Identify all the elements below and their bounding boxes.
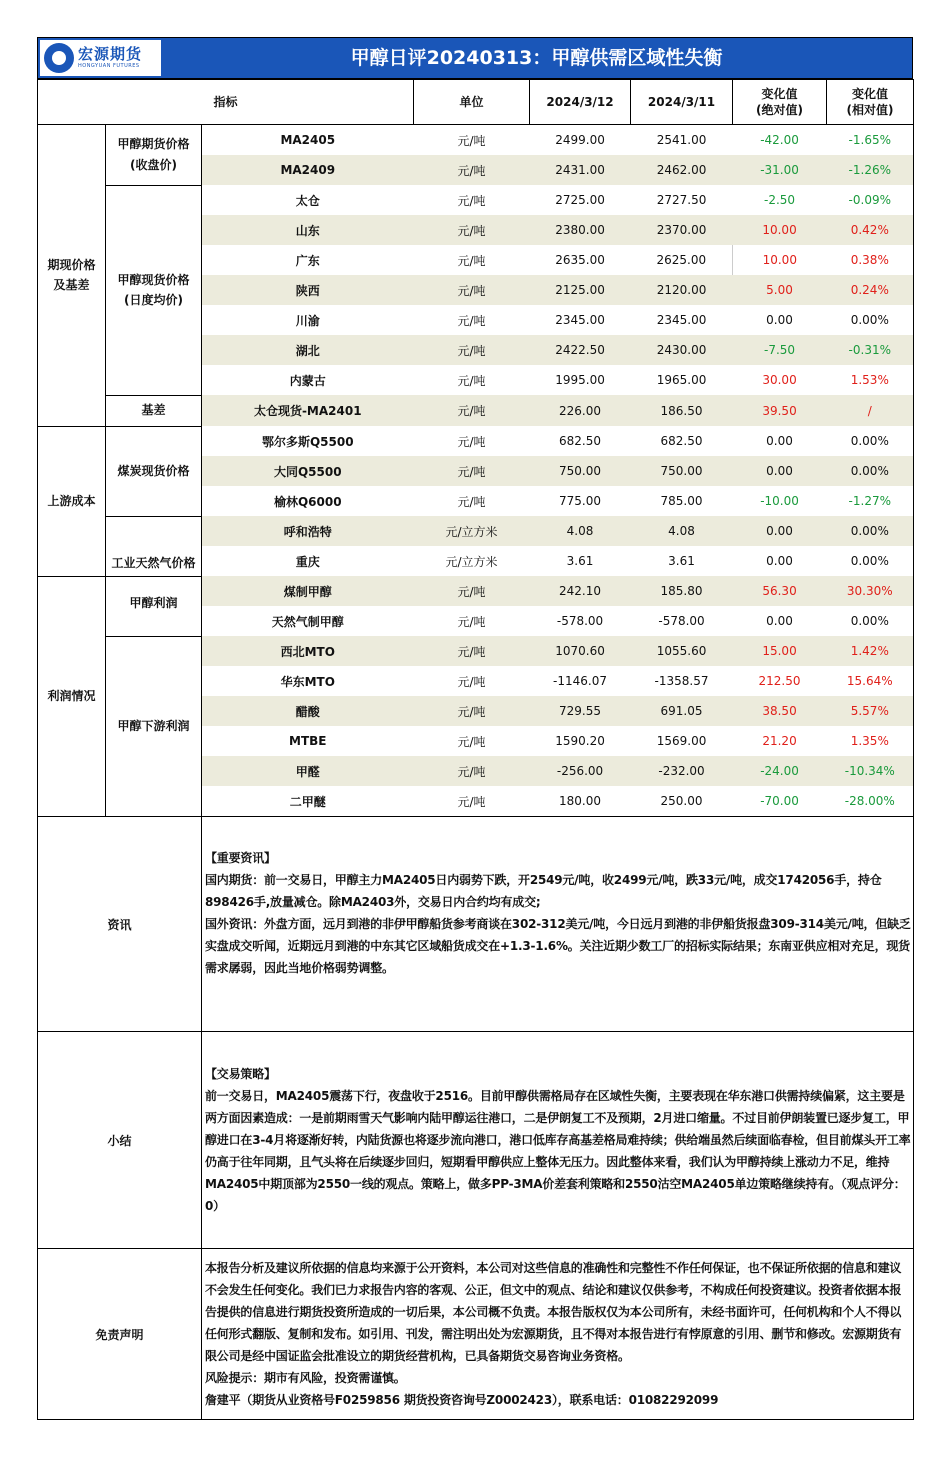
row-unit: 元/吨 (414, 756, 530, 786)
row-value-previous: -1358.57 (654, 674, 709, 688)
row-change-rel: 0.00% (827, 546, 914, 576)
row-change-rel: 0.24% (827, 275, 914, 305)
row-change-rel: -1.65% (827, 125, 914, 156)
summary-section (38, 1032, 914, 1249)
row-value-current: -1146.07 (553, 674, 607, 688)
row-change-rel: 15.64% (827, 666, 914, 696)
row-name: 华东MTO (280, 674, 335, 689)
row-value-current: 775.00 (559, 494, 602, 508)
row-change-abs: 15.00 (733, 636, 827, 666)
group-label-g1: 期现价格 及基差 (38, 125, 106, 427)
row-unit: 元/吨 (457, 133, 486, 148)
row-change-abs: 0.00 (766, 313, 793, 327)
row-change-rel: 1.42% (827, 636, 914, 666)
row-unit: 元/吨 (457, 193, 486, 208)
row-name: 内蒙古 (289, 373, 326, 388)
row-change-rel: 5.57% (827, 696, 914, 726)
summary-heading: 【交易策略】 (205, 1067, 276, 1081)
row-change-abs: 212.50 (758, 674, 801, 688)
row-value-current: 1070.60 (530, 636, 631, 666)
header-unit: 单位 (414, 80, 530, 125)
row-unit: 元/吨 (457, 313, 486, 328)
news-section (38, 817, 914, 1032)
row-change-abs: -70.00 (733, 786, 827, 817)
row-change-rel: -10.34% (827, 756, 914, 786)
subgroup-label: 工业天然气价格 (106, 516, 202, 576)
row-name: 西北MTO (202, 636, 414, 666)
row-unit: 元/吨 (457, 614, 486, 629)
disclaimer-label: 免责声明 (38, 1249, 202, 1420)
row-name: 太仓 (295, 193, 320, 208)
row-change-abs: -24.00 (733, 756, 827, 786)
row-value-current: 2635.00 (555, 253, 605, 267)
news-content (202, 817, 914, 1032)
row-unit: 元/吨 (414, 636, 530, 666)
row-name: 广东 (295, 253, 320, 268)
row-change-abs: 0.00 (766, 614, 793, 628)
row-value-current: 682.50 (559, 434, 602, 448)
row-name: 榆林Q6000 (273, 494, 342, 509)
disclaimer-text: 本报告分析及建议所依据的信息均来源于公开资料，本公司对这些信息的准确性和完整性不作任何保证，也不保证所依据的信息和建议不会发生任何变化。我们已力求报告内容的客观、公正，但文中的观点、结论和建议仅供参考，不构成任何投资建议。投资者依据本报告提供的信息进行期货投资所造成的一切后果，本公司概不负责。本报告版权仅为本公司所有，未经书面许可，任何机构和个人不得以任何形式翻版、复制和发布。如引用、刊发，需注明出处为宏源期货，且不得对本报告进行有悖原意的引用、删节和修改。宏源期货有限公司是经中国证监会批准设立的期货经营机构，已具备期货交易咨询业务资格。 (205, 1261, 902, 1363)
news-label: 资讯 (38, 817, 202, 1032)
row-unit: 元/吨 (457, 674, 486, 689)
row-name: 鄂尔多斯Q5500 (261, 434, 354, 449)
row-change-abs: 0.00 (766, 554, 793, 568)
header-change-abs: 变化值 (绝对值) (733, 80, 827, 125)
commentary-table (37, 816, 914, 1420)
logo-name: 宏源期货 (78, 45, 143, 63)
row-unit: 元/吨 (457, 434, 486, 449)
company-logo (40, 40, 161, 76)
row-change-abs: 0.00 (733, 456, 827, 486)
summary-content (202, 1032, 914, 1249)
row-value-previous: 691.05 (631, 696, 733, 726)
row-change-abs: -42.00 (760, 133, 799, 147)
row-change-abs: 56.30 (733, 576, 827, 606)
row-change-abs: 38.50 (733, 696, 827, 726)
row-name: MTBE (289, 734, 327, 748)
subgroup-label: 甲醇利润 (106, 576, 202, 636)
header-date1: 2024/3/12 (530, 80, 631, 125)
row-name: 重庆 (295, 554, 320, 569)
row-value-current: 1590.20 (555, 734, 605, 748)
row-value-current: 1995.00 (555, 373, 605, 387)
row-change-rel: -1.27% (827, 486, 914, 516)
row-value-previous: -232.00 (631, 756, 733, 786)
table-row (38, 125, 914, 156)
row-change-abs: 5.00 (733, 275, 827, 305)
subgroup-label: 煤炭现货价格 (106, 426, 202, 516)
row-change-abs: 39.50 (733, 395, 827, 426)
row-change-rel: / (827, 395, 914, 426)
row-change-rel: 1.35% (827, 726, 914, 756)
subgroup-label: 基差 (106, 395, 202, 426)
row-change-rel: 0.00% (827, 426, 914, 456)
row-value-current: 2725.00 (555, 193, 605, 207)
table-header-row (38, 80, 914, 125)
row-value-previous: 2370.00 (631, 215, 733, 245)
row-value-current: 2380.00 (530, 215, 631, 245)
news-overseas: 国外资讯：外盘方面，远月到港的非伊甲醇船货参考商谈在302-312美元/吨，今日远月到港的非伊船货报盘309-314美元/吨，但缺乏实盘成交听闻，近期远月到港的中东其它区域船货成交在+1.3-1.6%。关注近期少数工厂的招标实际结果；东南亚供应相对充足，现货需求孱弱，因此当地价格弱势调整。 (205, 917, 911, 975)
row-unit: 元/吨 (414, 576, 530, 606)
report-title: 甲醇日评20240313：甲醇供需区域性失衡 (350, 47, 723, 69)
row-name: 煤制甲醇 (202, 576, 414, 606)
row-value-current: 180.00 (530, 786, 631, 817)
row-value-current: -578.00 (556, 614, 604, 628)
row-change-abs: 30.00 (762, 373, 797, 387)
row-unit: 元/吨 (414, 275, 530, 305)
row-unit: 元/吨 (414, 696, 530, 726)
row-value-previous: 186.50 (631, 395, 733, 426)
subgroup-label: 甲醇期货价格 (收盘价) (106, 125, 202, 186)
row-unit: 元/吨 (457, 734, 486, 749)
table-row (38, 576, 914, 606)
table-row (38, 395, 914, 426)
row-value-current: 2431.00 (530, 155, 631, 185)
row-change-rel: 0.00% (827, 456, 914, 486)
table-row (38, 426, 914, 456)
group-label-g3: 利润情况 (38, 576, 106, 817)
row-value-current: 2422.50 (530, 335, 631, 365)
row-change-rel: 0.00% (827, 516, 914, 546)
row-change-rel: 0.00% (827, 305, 914, 335)
news-heading: 【重要资讯】 (205, 851, 276, 865)
row-unit: 元/立方米 (445, 554, 498, 569)
row-change-abs: 0.00 (733, 516, 827, 546)
row-change-abs: 10.00 (733, 215, 827, 245)
row-change-rel: 1.53% (827, 365, 914, 395)
table-row (38, 185, 914, 215)
analyst-contact: 詹建平（期货从业资格号F0259856 期货投资咨询号Z0002423），联系电话：01082292099 (205, 1393, 719, 1407)
row-value-previous: 2727.50 (656, 193, 707, 207)
row-value-previous: 2625.00 (631, 245, 733, 275)
row-value-previous: 4.08 (631, 516, 733, 546)
table-row (38, 516, 914, 546)
row-value-current: 2125.00 (530, 275, 631, 305)
row-change-abs: 0.00 (766, 434, 793, 448)
row-change-rel: 0.42% (827, 215, 914, 245)
row-change-abs: 21.20 (762, 734, 797, 748)
header-date2: 2024/3/11 (631, 80, 733, 125)
row-value-previous: 3.61 (668, 554, 695, 568)
row-value-previous: 2462.00 (631, 155, 733, 185)
subgroup-label: 甲醇下游利润 (106, 636, 202, 817)
row-unit: 元/吨 (414, 215, 530, 245)
row-change-rel: -1.26% (827, 155, 914, 185)
row-unit: 元/吨 (457, 373, 486, 388)
row-value-previous: 250.00 (631, 786, 733, 817)
row-name: 醋酸 (202, 696, 414, 726)
row-value-current: 226.00 (530, 395, 631, 426)
row-value-previous: 2120.00 (631, 275, 733, 305)
row-unit: 元/吨 (457, 494, 486, 509)
row-change-rel: 0.38% (827, 245, 914, 275)
row-name: MA2409 (202, 155, 414, 185)
row-value-previous: 1965.00 (656, 373, 707, 387)
row-change-rel: -0.31% (827, 335, 914, 365)
row-change-rel: 30.30% (827, 576, 914, 606)
data-table (37, 79, 914, 817)
row-change-abs: -31.00 (733, 155, 827, 185)
table-row (38, 636, 914, 666)
row-name: MA2405 (280, 133, 336, 147)
logo-name-en: HONGYUAN FUTURES (78, 63, 140, 69)
row-change-abs: 10.00 (762, 253, 797, 267)
row-value-previous: -578.00 (658, 614, 705, 628)
header-change-rel: 变化值 (相对值) (827, 80, 914, 125)
row-unit: 元/吨 (414, 335, 530, 365)
row-change-abs: -2.50 (764, 193, 796, 207)
row-unit: 元/立方米 (414, 516, 530, 546)
summary-label: 小结 (38, 1032, 202, 1249)
row-value-current: 2345.00 (555, 313, 605, 327)
row-value-previous: 185.80 (631, 576, 733, 606)
row-name: 山东 (202, 215, 414, 245)
row-value-previous: 682.50 (660, 434, 703, 448)
group-label-g2: 上游成本 (38, 426, 106, 576)
row-value-current: 2499.00 (555, 133, 605, 147)
row-name: 二甲醚 (202, 786, 414, 817)
row-value-current: 3.61 (566, 554, 594, 568)
row-name: 呼和浩特 (202, 516, 414, 546)
row-value-current: 242.10 (530, 576, 631, 606)
summary-text: 前一交易日，MA2405震荡下行，夜盘收于2516。目前甲醇供需格局存在区域性失衡，主要表现在华东港口供需持续偏紧，这主要是两方面因素造成：一是前期雨雪天气影响内陆甲醇运往港口，二是伊朗复工不及预期，2月进口缩量。不过目前伊朗装置已逐步复工，甲醇进口在3-4月将逐渐好转，内陆货源也将逐步流向港口，港口低库存高基差格局难持续；供给端虽然后续面临春检，但目前煤头开工率仍高于往年同期，且气头将在后续逐步回归，短期看甲醇供应上整体无压力。因此整体来看，我们认为甲醇持续上涨动力不足，维持MA2405中期顶部为2550一线的观点。策略上，做多PP-3MA价差套利策略和2550沽空MA2405单边策略继续持有。（观点评分：0） (205, 1089, 911, 1213)
row-unit: 元/吨 (457, 253, 486, 268)
news-domestic: 国内期货：前一交易日，甲醇主力MA2405日内弱势下跌，开2549元/吨，收2499元/吨，跌33元/吨，成交1742056手，持仓898426手,放量减仓。除MA2403外，交易日内合约均有成交; (205, 873, 882, 909)
row-unit: 元/吨 (414, 786, 530, 817)
row-change-rel: -0.09% (827, 185, 914, 215)
row-change-rel: 0.00% (827, 606, 914, 636)
row-name: 川渝 (295, 313, 320, 328)
logo-icon (44, 43, 74, 73)
row-name: 大同Q5500 (202, 456, 414, 486)
row-value-previous: 1055.60 (631, 636, 733, 666)
row-value-previous: 2541.00 (656, 133, 707, 147)
row-unit: 元/吨 (414, 155, 530, 185)
risk-warning: 风险提示：期市有风险，投资需谨慎。 (205, 1371, 406, 1385)
row-name: 湖北 (202, 335, 414, 365)
row-value-current: 729.55 (530, 696, 631, 726)
row-unit: 元/吨 (414, 395, 530, 426)
subgroup-label: 甲醇现货价格 (日度均价) (106, 185, 202, 395)
header-indicator: 指标 (38, 80, 414, 125)
row-value-current: 4.08 (530, 516, 631, 546)
row-change-rel: -28.00% (827, 786, 914, 817)
row-change-abs: -10.00 (760, 494, 799, 508)
row-name: 太仓现货-MA2401 (202, 395, 414, 426)
row-value-previous: 785.00 (660, 494, 703, 508)
report-sheet (37, 37, 913, 1420)
row-value-previous: 2430.00 (631, 335, 733, 365)
row-name: 甲醛 (202, 756, 414, 786)
row-name: 陕西 (202, 275, 414, 305)
row-value-previous: 1569.00 (656, 734, 707, 748)
row-change-abs: -7.50 (733, 335, 827, 365)
disclaimer-section (38, 1249, 914, 1420)
row-value-current: -256.00 (530, 756, 631, 786)
row-name: 天然气制甲醇 (271, 614, 344, 629)
row-unit: 元/吨 (414, 456, 530, 486)
row-value-current: 750.00 (530, 456, 631, 486)
row-value-previous: 2345.00 (656, 313, 707, 327)
disclaimer-content (202, 1249, 914, 1420)
row-value-previous: 750.00 (631, 456, 733, 486)
title-bar (37, 37, 913, 79)
